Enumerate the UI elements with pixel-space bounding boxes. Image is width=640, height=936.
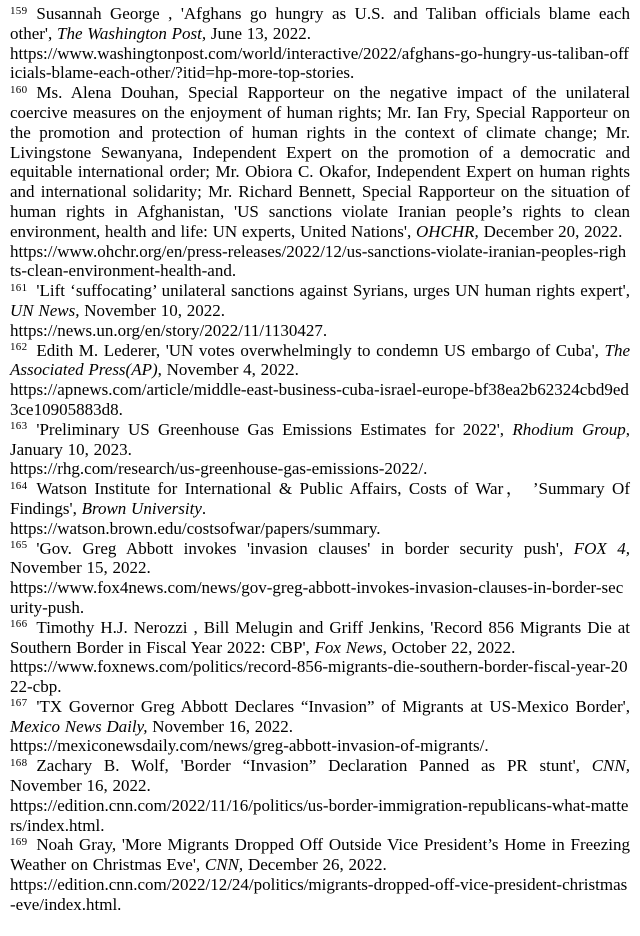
citation-text: November 15, 2022. <box>10 558 151 578</box>
citation-source-name: Mexico News Daily, <box>10 716 148 736</box>
footnote-citation <box>10 4 630 43</box>
footnote-url: https://rhg.com/research/us-greenhouse-gas-emissions-2022/. <box>10 459 428 479</box>
citation-text: November 16, 2022. <box>10 776 151 796</box>
citation-source-name: CNN, <box>591 756 630 776</box>
citation-source-name: Brown University <box>81 498 202 518</box>
citation-text: Edith M. Lederer, 'UN votes overwhelmingly to condemn US embargo of Cuba', <box>36 340 605 360</box>
footnote <box>10 4 630 83</box>
citation-text: Susannah George , 'Afghans go hungry as U.S. and Taliban officials blame each other', <box>10 4 630 43</box>
footnote-url: https://watson.brown.edu/costsofwar/papers/summary. <box>10 518 381 538</box>
citation-source-name: The Washington Post, <box>57 23 207 43</box>
citation-text: , November 4, 2022. <box>157 360 299 380</box>
footnote-citation <box>10 281 630 320</box>
footnote <box>10 281 630 340</box>
citation-source-name: Rhodium Group <box>512 419 626 439</box>
footnote <box>10 83 630 281</box>
footnote-number: 160 <box>10 83 28 96</box>
footnote <box>10 697 630 756</box>
footnote-number: 167 <box>10 697 28 710</box>
citation-text: Zachary B. Wolf, 'Border “Invasion” Declaration Panned as PR stunt', <box>36 756 592 776</box>
citation-source-name: CNN, <box>204 855 244 875</box>
citation-text: November 10, 2022. <box>79 300 225 320</box>
footnote-number: 168 <box>10 756 28 769</box>
footnote <box>10 756 630 835</box>
citation-text: 'Lift ‘suffocating’ unilateral sanctions against Syrians, urges UN human rights expert', <box>36 281 630 301</box>
footnote-number: 161 <box>10 281 28 294</box>
footnote-number: 163 <box>10 420 28 433</box>
footnote-url: https://apnews.com/article/middle-east-business-cuba-israel-europe-bf38ea2b62324cbd9ed3ce10905883d8. <box>10 380 629 419</box>
citation-text: Watson Institute for International & Public Affairs, Costs of War， ’Summary Of Findings', <box>10 479 630 518</box>
footnote-citation <box>10 539 630 578</box>
footnote-number: 169 <box>10 835 28 848</box>
citation-source-name: The Associated Press(AP) <box>10 340 630 380</box>
citation-text: June 13, 2022. <box>206 23 312 43</box>
citation-text: Noah Gray, 'More Migrants Dropped Off Outside Vice President’s Home in Freezing Weather on Christmas Eve', <box>10 835 630 875</box>
footnote-number: 166 <box>10 618 28 631</box>
citation-text: November 16, 2022. <box>147 716 293 736</box>
footnote-number: 159 <box>10 4 28 17</box>
footnote-number: 164 <box>10 479 28 492</box>
footnote-citation <box>10 479 630 518</box>
citation-source-name: OHCHR, <box>416 221 479 241</box>
footnote-url: https://www.foxnews.com/politics/record-856-migrants-die-southern-border-fiscal-year-2022-cbp. <box>10 657 628 697</box>
footnote-list <box>10 4 630 915</box>
footnote-citation <box>10 341 630 380</box>
citation-text: December 20, 2022. <box>478 221 623 241</box>
footnote-citation <box>10 697 630 736</box>
footnote <box>10 420 630 479</box>
footnote-url: https://mexiconewsdaily.com/news/greg-abbott-invasion-of-migrants/. <box>10 736 489 756</box>
footnote-url: https://edition.cnn.com/2022/12/24/politics/migrants-dropped-off-vice-president-christmas-eve/index.html. <box>10 875 628 914</box>
footnote-url: https://www.washingtonpost.com/world/interactive/2022/afghans-go-hungry-us-taliban-officials-blame-each-other/?itid=hp-more-top-stories. <box>10 43 629 83</box>
footnote-number: 162 <box>10 341 28 354</box>
footnote-citation <box>10 83 630 241</box>
citation-source-name: Fox News, <box>314 637 387 657</box>
footnote <box>10 479 630 538</box>
citation-source-name: FOX 4, <box>573 538 630 558</box>
footnote-citation <box>10 835 630 874</box>
footnote-number: 165 <box>10 539 28 552</box>
citation-source-name: UN News, <box>10 300 80 320</box>
citation-text: 'Preliminary US Greenhouse Gas Emissions Estimates for 2022', <box>36 419 513 439</box>
citation-text: . <box>201 498 207 518</box>
footnote <box>10 539 630 618</box>
citation-text: October 22, 2022. <box>386 637 516 657</box>
footnote-url: https://edition.cnn.com/2022/11/16/politics/us-border-immigration-republicans-what-matters/index.html. <box>10 795 629 835</box>
citation-text: Timothy H.J. Nerozzi , Bill Melugin and Griff Jenkins, 'Record 856 Migrants Die at Southern Border in Fiscal Year 2022: CBP', <box>10 617 630 657</box>
footnote-citation <box>10 420 630 459</box>
citation-text: 'TX Governor Greg Abbott Declares “Invasion” of Migrants at US-Mexico Border', <box>36 696 630 716</box>
footnote-url: https://www.fox4news.com/news/gov-greg-abbott-invokes-invasion-clauses-in-border-security-push. <box>10 578 624 617</box>
footnote-url: https://news.un.org/en/story/2022/11/1130427. <box>10 320 328 340</box>
citation-text: December 26, 2022. <box>243 855 387 875</box>
footnote-citation <box>10 756 630 795</box>
citation-text: , January 10, 2023. <box>10 419 630 459</box>
footnote <box>10 341 630 420</box>
footnote <box>10 835 630 914</box>
citation-text: 'Gov. Greg Abbott invokes 'invasion clauses' in border security push', <box>36 538 574 558</box>
footnote-citation <box>10 618 630 657</box>
citation-text: Ms. Alena Douhan, Special Rapporteur on the negative impact of the unilateral coercive measures on the enjoyment of human rights; Mr. Ian Fry, Special Rapporteur on the promotion and protection of human rights in the context of climate change; Mr. Livingstone Sewanyana, Independent Expert on the promotion of a democratic and equitable international order; Mr. Obiora C. Okafor, Independent Expert on human rights and international solidarity; Mr. Richard Bennett, Special Rapporteur on the situation of human rights in Afghanistan, 'US sanctions violate Iranian people’s rights to clean environment, health and life: UN experts, United Nations', <box>10 83 630 241</box>
footnote <box>10 618 630 697</box>
footnote-url: https://www.ohchr.org/en/press-releases/2022/12/us-sanctions-violate-iranian-peoples-rights-clean-environment-health-and. <box>10 241 627 281</box>
